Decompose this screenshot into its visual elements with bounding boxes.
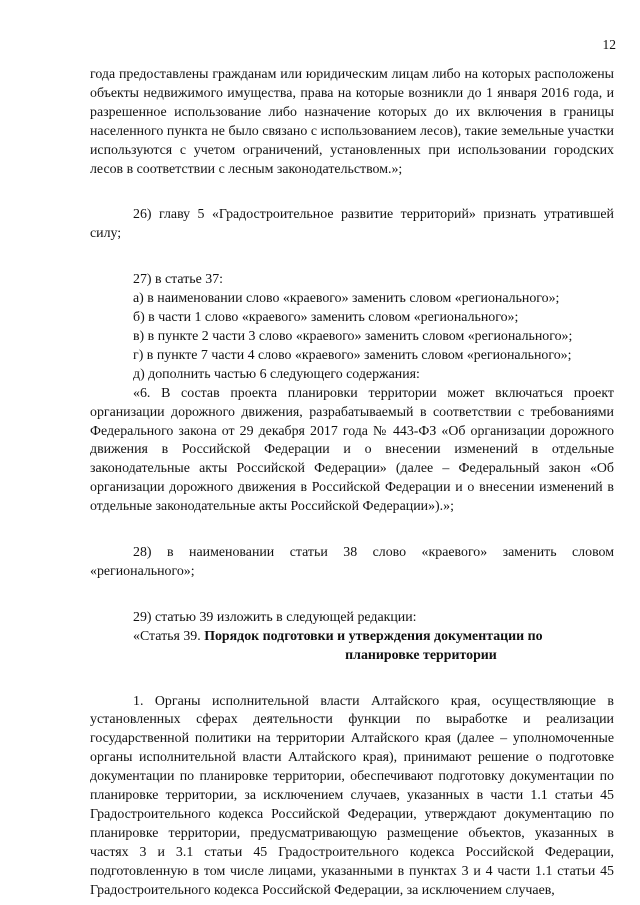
item-27-a: а) в наименовании слово «краевого» заменить словом «регионального»; bbox=[133, 291, 560, 307]
page-number: 12 bbox=[602, 37, 616, 52]
item-27-quote: «6. В состав проекта планировки территории может включаться проект организации дорожного движения, разрабатываемый в соответствии с требованиями Федерального закона от 29 декабря 2017 года № 443-ФЗ «Об организации дорожного движения в Российской Федерации и о внесении изменений в отдельные законодательные акты Российской Федерации» (далее – Федеральный закон «Об организации дорожного движения в Российской Федерации и о внесении изменений в отдельные законодательные акты Российской Федерации»).»; bbox=[90, 385, 614, 515]
item-27-d: д) дополнить частью 6 следующего содержания: bbox=[133, 366, 420, 382]
item-26: 26) главу 5 «Градостроительное развитие территорий» признать утратившей силу; bbox=[90, 207, 614, 242]
article-39-heading bbox=[90, 628, 614, 666]
item-27-v: в) в пункте 2 части 3 слово «краевого» заменить словом «регионального»; bbox=[133, 328, 573, 344]
article-39-part-1: 1. Органы исполнительной власти Алтайского края, осуществляющие в установленных сферах деятельности функции по выработке и реализации государственной политики на территории Алтайского края (далее – уполномоченные органы исполнительной власти Алтайского края), принимают решение о подготовке документации по планировке территории, обеспечивают подготовку документации по планировке территории, за исключением случаев, указанных в части 1.1 статьи 45 Градостроительного кодекса Российской Федерации, утверждают документацию по планировке территории, предусматривающую размещение объектов, указанных в частях 3 и 3.1 статьи 45 Градостроительного кодекса Российской Федерации, подготовленную в том числе лицами, указанными в пунктах 3 и 4 части 1.1 статьи 45 Градостроительного кодекса Российской Федерации, за исключением случаев, bbox=[90, 693, 614, 898]
item-27: 27) в статье 37: bbox=[133, 272, 224, 288]
article-prefix: «Статья 39. bbox=[133, 628, 201, 644]
item-28: 28) в наименовании статьи 38 слово «краевого» заменить словом «регионального»; bbox=[90, 545, 614, 579]
item-27-b: б) в части 1 слово «краевого» заменить словом «регионального»; bbox=[133, 310, 519, 326]
article-title-line1: Порядок подготовки и утверждения документации по bbox=[204, 628, 543, 644]
item-27-g: г) в пункте 7 части 4 слово «краевого» заменить словом «регионального»; bbox=[133, 347, 572, 363]
item-29: 29) статью 39 изложить в следующей редакции: bbox=[133, 609, 417, 625]
article-title-line2: планировке территории bbox=[345, 647, 497, 663]
paragraph-continuation: года предоставлены гражданам или юридическим лицам либо на которых расположены объекты недвижимого имущества, права на которые возникли до 1 января 2016 года, и разрешенное использование либо назначение которых до их включения в границы населенного пункта не было связано с использованием лесов), такие земельные участки используются с учетом ограничений, установленных при использовании городских лесов в соответствии с лесным законодательством.»; bbox=[90, 67, 614, 177]
